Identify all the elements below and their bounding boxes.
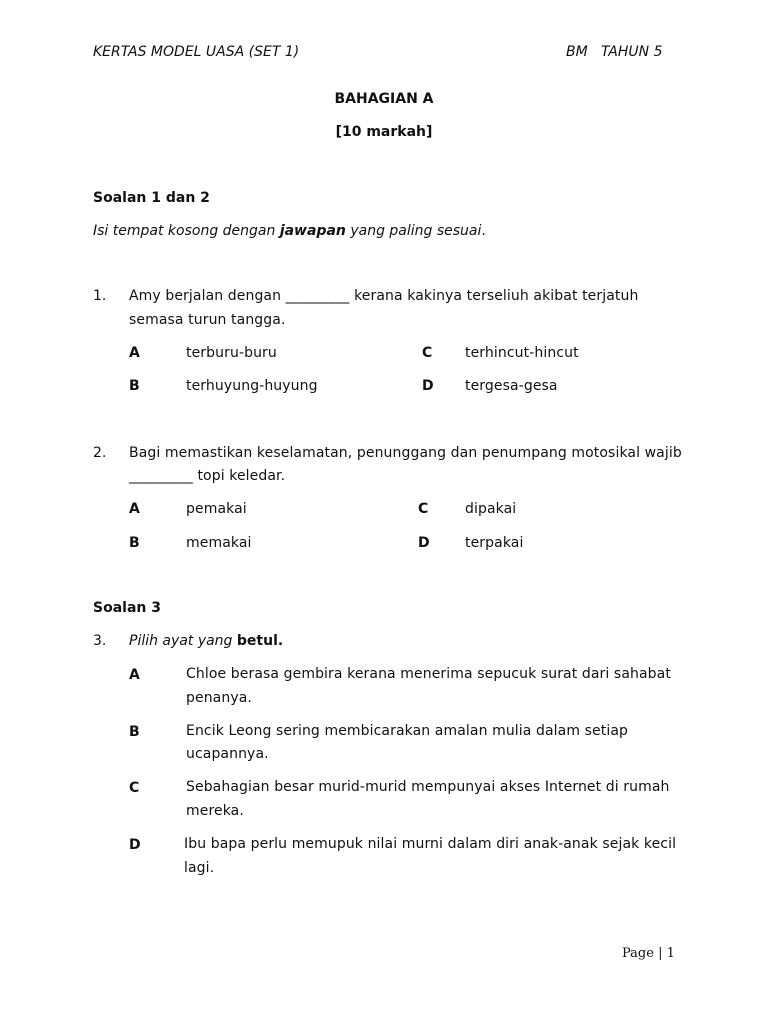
q3-number: 3. xyxy=(93,633,107,649)
page-label: Page xyxy=(622,946,654,961)
q1-option-d-text: tergesa-gesa xyxy=(465,378,558,394)
q3-option-b-letter: B xyxy=(129,724,140,740)
q2-option-a-letter: A xyxy=(129,501,140,517)
page-footer xyxy=(622,946,675,961)
part2-heading: Soalan 3 xyxy=(93,600,161,616)
q3-option-b-line1: Encik Leong sering membicarakan amalan mulia dalam setiap xyxy=(186,723,628,739)
section-title: BAHAGIAN A xyxy=(334,91,434,107)
q2-line1: Bagi memastikan keselamatan, penunggang dan penumpang motosikal wajib xyxy=(129,445,682,461)
part1-instruction xyxy=(93,223,486,239)
q2-option-c-text: dipakai xyxy=(465,501,517,517)
q3-option-a-line2: penanya. xyxy=(186,690,252,706)
q3-prompt xyxy=(129,633,283,649)
q1-option-d-letter: D xyxy=(422,378,434,394)
q2-option-d-text: terpakai xyxy=(465,535,524,551)
q1-option-c-letter: C xyxy=(422,345,433,361)
q3-prompt-bold: betul. xyxy=(236,633,284,649)
instruction-prefix: Isi tempat kosong dengan xyxy=(93,223,280,239)
q3-option-a-line1: Chloe berasa gembira kerana menerima sepucuk surat dari sahabat xyxy=(186,666,671,682)
section-marks: [10 markah] xyxy=(335,124,433,140)
page-number: 1 xyxy=(666,946,675,961)
instruction-suffix: yang paling sesuai xyxy=(345,223,482,239)
q2-option-b-text: memakai xyxy=(186,535,252,551)
q3-prompt-italic: Pilih ayat yang xyxy=(129,633,237,649)
instruction-bold: jawapan xyxy=(279,223,346,239)
q1-option-a-text: terburu-buru xyxy=(186,345,277,361)
q3-option-c-line1: Sebahagian besar murid-murid mempunyai akses Internet di rumah xyxy=(186,779,670,795)
instruction-end: . xyxy=(481,223,486,239)
header-right: BM TAHUN 5 xyxy=(566,44,663,60)
q2-number: 2. xyxy=(93,445,107,461)
q1-number: 1. xyxy=(93,288,107,304)
q2-option-c-letter: C xyxy=(418,501,429,517)
q3-option-a-letter: A xyxy=(129,667,140,683)
q3-option-d-line1: Ibu bapa perlu memupuk nilai murni dalam diri anak-anak sejak kecil xyxy=(184,836,677,852)
q3-option-c-letter: C xyxy=(129,780,140,796)
q1-option-b-letter: B xyxy=(129,378,140,394)
page-separator: | xyxy=(658,946,663,961)
header-left: KERTAS MODEL UASA (SET 1) xyxy=(93,44,300,60)
q1-option-b-text: terhuyung-huyung xyxy=(186,378,318,394)
q1-line2: semasa turun tangga. xyxy=(129,312,286,328)
q1-option-c-text: terhincut-hincut xyxy=(465,345,579,361)
q3-option-d-letter: D xyxy=(129,837,141,853)
q2-line2: _________ topi keledar. xyxy=(129,468,286,484)
q2-option-b-letter: B xyxy=(129,535,140,551)
part1-heading: Soalan 1 dan 2 xyxy=(93,190,210,206)
q1-line1: Amy berjalan dengan _________ kerana kakinya terseliuh akibat terjatuh xyxy=(129,288,639,304)
q3-option-d-line2: lagi. xyxy=(184,860,215,876)
q3-option-c-line2: mereka. xyxy=(186,803,244,819)
q1-option-a-letter: A xyxy=(129,345,140,361)
q3-option-b-line2: ucapannya. xyxy=(186,746,269,762)
q2-option-a-text: pemakai xyxy=(186,501,247,517)
q2-option-d-letter: D xyxy=(418,535,430,551)
